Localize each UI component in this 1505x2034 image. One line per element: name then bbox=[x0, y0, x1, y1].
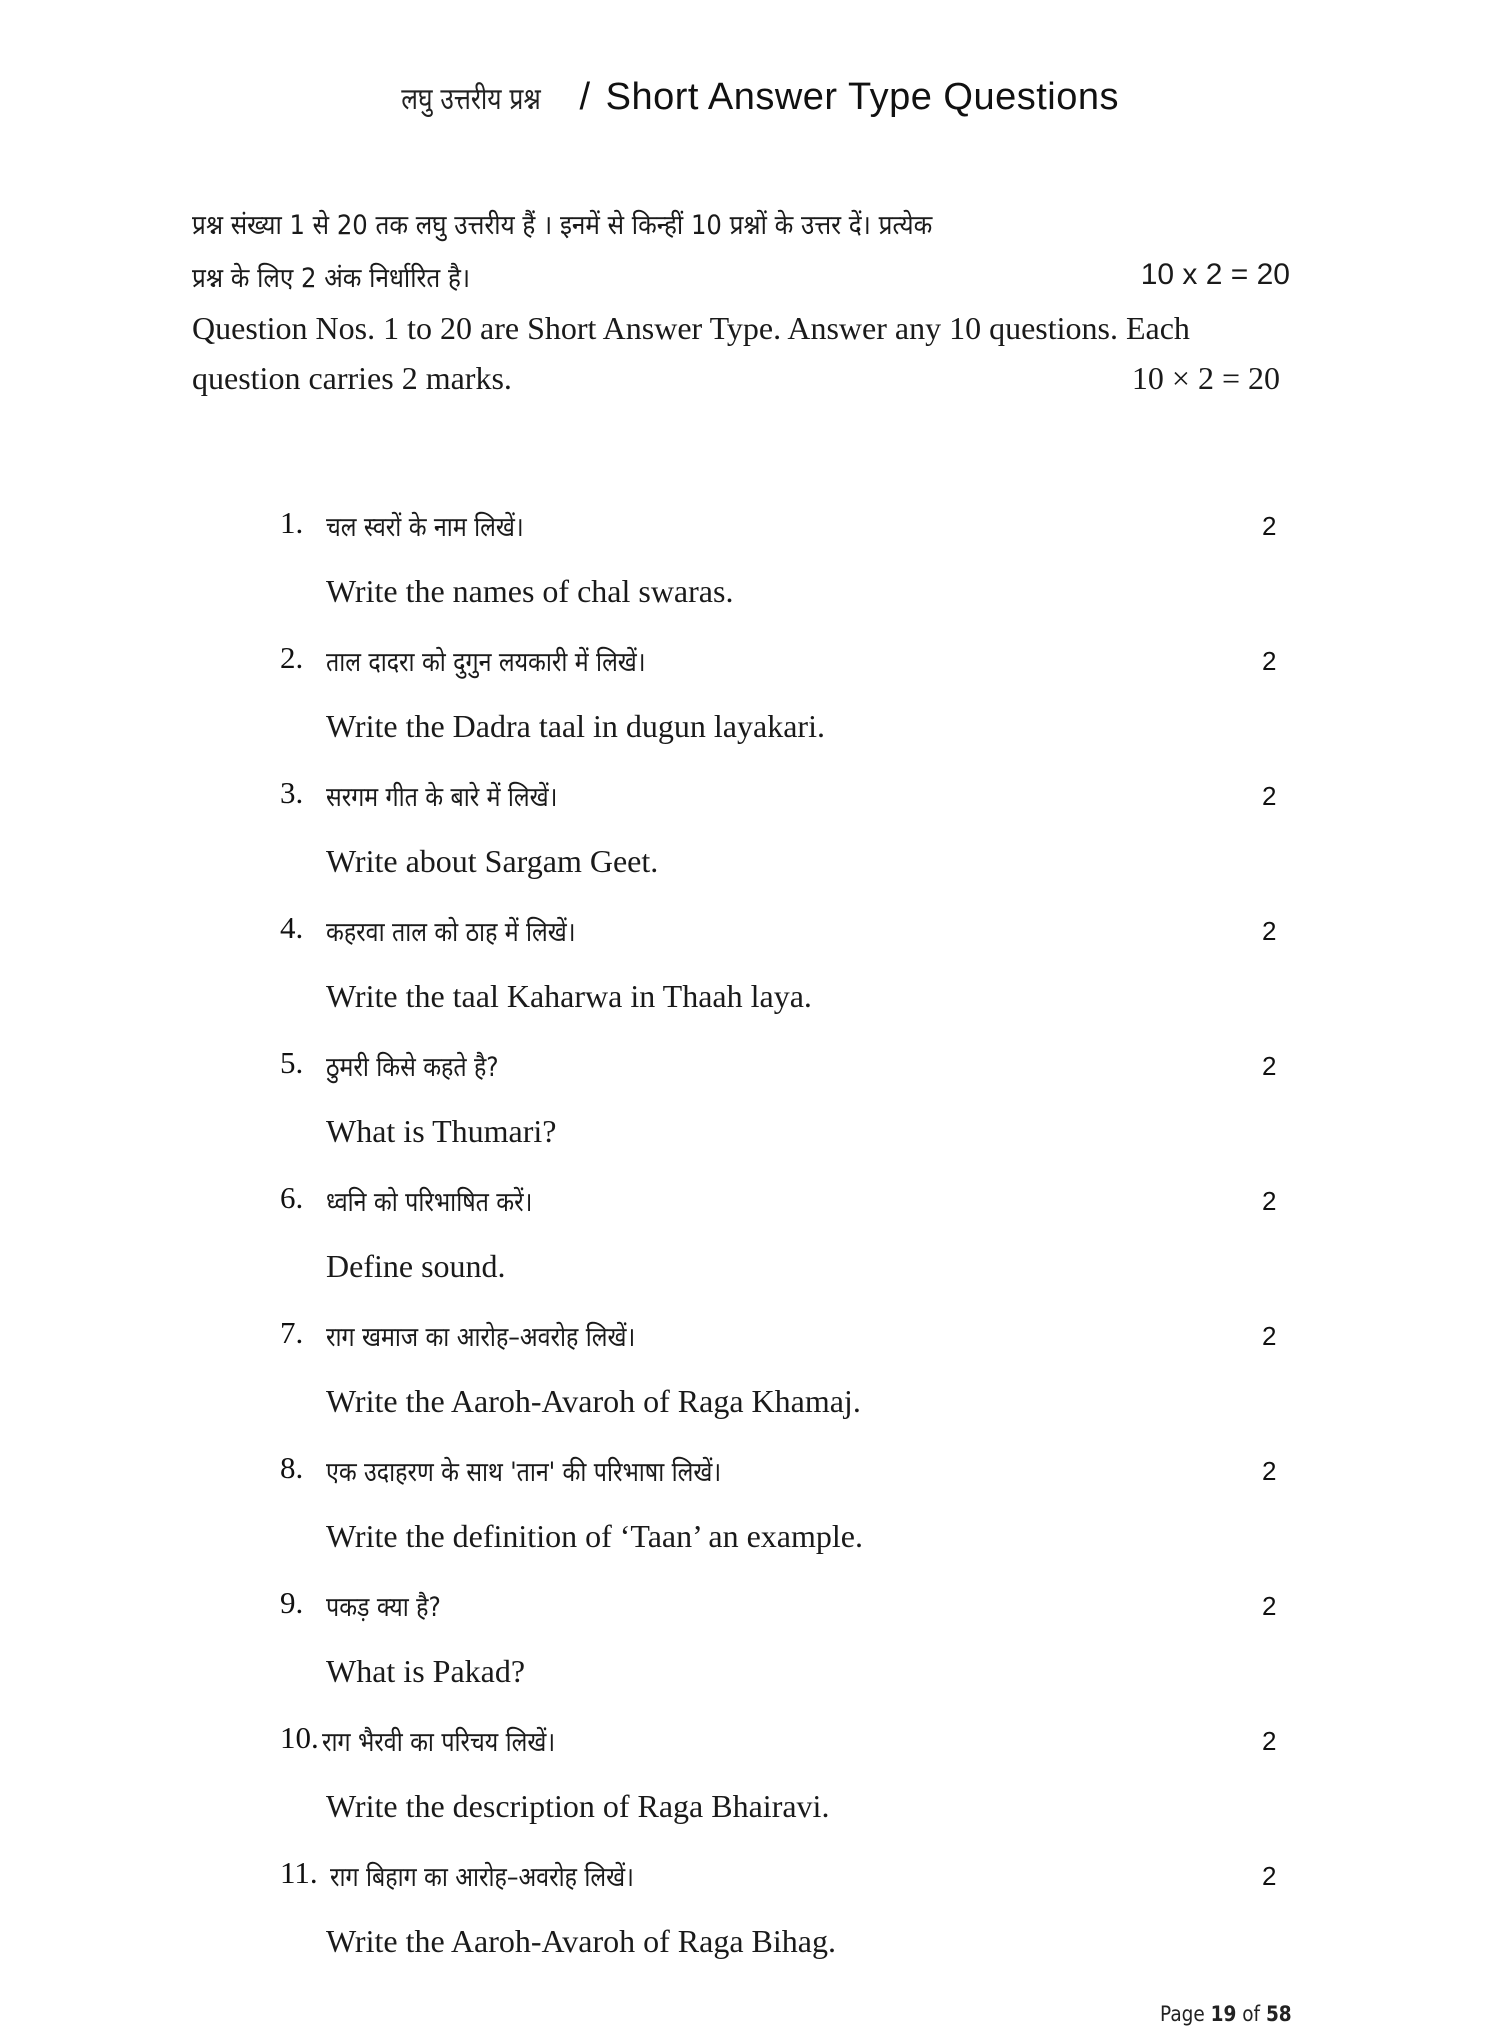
section-title-hindi: लघु उत्तरीय प्रश्न bbox=[401, 82, 541, 117]
question-number: 11. bbox=[280, 1855, 318, 1890]
question-item bbox=[0, 1315, 1505, 1450]
question-marks: 2 bbox=[1262, 1186, 1277, 1216]
page-label: Page bbox=[1160, 2002, 1205, 2026]
question-text-english: Write the Aaroh-Avaroh of Raga Khamaj. bbox=[326, 1383, 861, 1419]
question-text-english: Define sound. bbox=[326, 1248, 506, 1284]
question-text-english: Write the description of Raga Bhairavi. bbox=[326, 1788, 830, 1824]
question-text-hindi: कहरवा ताल को ठाह में लिखें। bbox=[326, 917, 576, 948]
total-pages: 58 bbox=[1265, 2002, 1292, 2026]
instructions-hindi-line-2 bbox=[192, 258, 1292, 295]
question-number: 6. bbox=[280, 1180, 304, 1215]
question-text-english: What is Thumari? bbox=[326, 1113, 557, 1149]
question-item bbox=[0, 640, 1505, 775]
question-number: 1. bbox=[280, 505, 304, 540]
question-text-english: Write the definition of ‘Taan’ an example. bbox=[326, 1518, 863, 1554]
question-item bbox=[0, 505, 1505, 640]
question-marks: 2 bbox=[1262, 1456, 1277, 1486]
question-marks: 2 bbox=[1262, 1726, 1277, 1756]
question-marks: 2 bbox=[1262, 1591, 1277, 1621]
question-text-english: Write about Sargam Geet. bbox=[326, 843, 659, 879]
question-text-hindi: राग बिहाग का आरोह–अवरोह लिखें। bbox=[330, 1862, 634, 1893]
marks-formula-hindi: 10 x 2 = 20 bbox=[1140, 258, 1290, 291]
question-number: 4. bbox=[280, 910, 304, 945]
question-text-hindi: चल स्वरों के नाम लिखें। bbox=[326, 512, 524, 543]
question-item bbox=[0, 910, 1505, 1045]
instructions-english-text-1: Question Nos. 1 to 20 are Short Answer Type. Answer any 10 questions. Each bbox=[192, 310, 1190, 346]
marks-formula-english: 10 × 2 = 20 bbox=[1131, 360, 1280, 396]
question-text-hindi: राग खमाज का आरोह–अवरोह लिखें। bbox=[326, 1322, 636, 1353]
question-text-hindi: एक उदाहरण के साथ 'तान' की परिभाषा लिखें। bbox=[326, 1457, 722, 1488]
instructions-hindi-line-1 bbox=[192, 205, 1292, 242]
question-number: 5. bbox=[280, 1045, 304, 1080]
question-text-hindi: पकड़ क्या है? bbox=[326, 1592, 441, 1623]
question-text-hindi: ठुमरी किसे कहते है? bbox=[326, 1052, 499, 1083]
question-number: 3. bbox=[280, 775, 304, 810]
question-item bbox=[0, 1855, 1505, 1990]
question-number: 7. bbox=[280, 1315, 304, 1350]
title-separator: / bbox=[579, 76, 591, 118]
instructions-english-text-2: question carries 2 marks. bbox=[192, 360, 512, 396]
question-item bbox=[0, 1720, 1505, 1855]
question-marks: 2 bbox=[1262, 1321, 1277, 1351]
question-number: 10. bbox=[280, 1720, 319, 1755]
question-marks: 2 bbox=[1262, 1861, 1277, 1891]
question-number: 8. bbox=[280, 1450, 304, 1485]
instructions-hindi-text-1: प्रश्न संख्या 1 से 20 तक लघु उत्तरीय हैं । इनमें से किन्हीं 10 प्रश्नों के उत्तर दें। प्रत्येक bbox=[192, 210, 933, 241]
question-text-hindi: सरगम गीत के बारे में लिखें। bbox=[326, 782, 558, 813]
question-item bbox=[0, 1180, 1505, 1315]
section-title-english: Short Answer Type Questions bbox=[605, 76, 1119, 118]
question-text-hindi: राग भैरवी का परिचय लिखें। bbox=[322, 1727, 556, 1758]
instructions-english-line-1 bbox=[192, 310, 1292, 347]
question-item bbox=[0, 775, 1505, 910]
of-label: of bbox=[1242, 2002, 1261, 2026]
question-marks: 2 bbox=[1262, 646, 1277, 676]
question-text-english: Write the Dadra taal in dugun layakari. bbox=[326, 708, 825, 744]
question-number: 2. bbox=[280, 640, 304, 675]
question-text-english: Write the taal Kaharwa in Thaah laya. bbox=[326, 978, 812, 1014]
question-marks: 2 bbox=[1262, 781, 1277, 811]
page-number bbox=[1160, 2002, 1292, 2026]
instructions-english-line-2 bbox=[192, 360, 1292, 397]
question-marks: 2 bbox=[1262, 916, 1277, 946]
question-marks: 2 bbox=[1262, 511, 1277, 541]
question-text-hindi: ध्वनि को परिभाषित करें। bbox=[326, 1187, 533, 1218]
question-text-english: What is Pakad? bbox=[326, 1653, 526, 1689]
question-text-hindi: ताल दादरा को दुगुन लयकारी में लिखें। bbox=[326, 647, 646, 678]
question-item bbox=[0, 1585, 1505, 1720]
question-item bbox=[0, 1045, 1505, 1180]
question-number: 9. bbox=[280, 1585, 304, 1620]
question-item bbox=[0, 1450, 1505, 1585]
current-page: 19 bbox=[1210, 2002, 1237, 2026]
question-text-english: Write the names of chal swaras. bbox=[326, 573, 734, 609]
instructions-hindi-text-2: प्रश्न के लिए 2 अंक निर्धारित है। bbox=[192, 263, 471, 294]
question-text-english: Write the Aaroh-Avaroh of Raga Bihag. bbox=[326, 1923, 836, 1959]
section-title bbox=[0, 75, 1505, 119]
question-marks: 2 bbox=[1262, 1051, 1277, 1081]
